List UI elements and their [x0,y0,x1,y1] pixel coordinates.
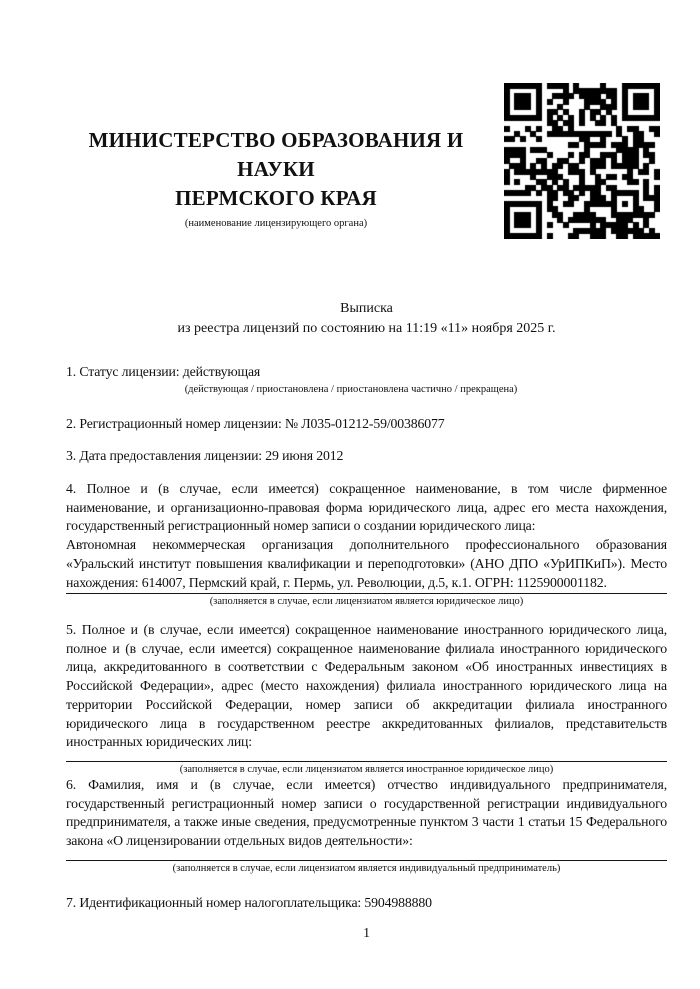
section-foreign-entity [66,621,667,776]
field-grant-date: 3. Дата предоставления лицензии: 29 июня 2012 [66,448,344,463]
blank-field-line [66,761,667,762]
foreign-entity-label: 5. Полное и (в случае, если имеется) сокращенное наименование иностранного юридического лица, полное и (в случае, если имеется) сокращенное наименование филиала иностранного юридического лица, аккредитованного в соответствии с Федеральным законом «Об иностранных инвестициях в Российской Федерации», адрес (место нахождения) филиала иностранного юридического лица на территории Российской Федерации, номер записи об аккредитации филиала иностранного юридического лица в государственном реестре аккредитованных филиалов, представительств иностранных юридических лиц: [66,622,667,750]
field-taxpayer-id: 7. Идентификационный номер налогоплательщика: 5904988880 [66,895,432,910]
section-entrepreneur [66,776,667,875]
blank-field-line [66,593,667,594]
legal-entity-caption: (заполняется в случае, если лицензиатом является юридическое лицо) [209,596,524,608]
blank-field-space [66,851,667,859]
qr-code [504,83,660,239]
ministry-caption: (наименование лицензирующего органа) [184,218,368,229]
page-number: 1 [363,925,370,940]
field-license-status: 1. Статус лицензии: действующая [66,364,261,379]
legal-entity-label: 4. Полное и (в случае, если имеется) сокращенное наименование, в том числе фирменное наименование, и организационно-правовая форма юридического лица, адрес его места нахождения, государственный регистрационный номер записи о создании юридического лица: [66,481,667,534]
entrepreneur-label: 6. Фамилия, имя и (в случае, если имеется) отчество индивидуального предпринимателя, государственный регистрационный номер записи о государственной регистрации индивидуального предпринимателя, а также иные сведения, предусмотренные пунктом 3 части 1 статьи 15 Федерального закона «О лицензировании отдельных видов деятельности»: [66,777,667,849]
section-legal-entity [66,480,667,608]
ministry-name-line1: МИНИСТЕРСТВО ОБРАЗОВАНИЯ И НАУКИ [88,128,464,181]
entrepreneur-caption: (заполняется в случае, если лицензиатом является индивидуальный предприниматель) [172,862,561,874]
blank-field-space [66,752,667,760]
licensing-authority-header [56,126,496,229]
ministry-name-line2: ПЕРМСКОГО КРАЯ [175,186,377,210]
title-line1: Выписка [340,301,393,316]
qr-code-image [504,83,660,239]
field-registration-number: 2. Регистрационный номер лицензии: № Л035-01212-59/00386077 [66,416,445,431]
foreign-entity-caption: (заполняется в случае, если лицензиатом является иностранное юридическое лицо) [179,763,554,775]
legal-entity-value: Автономная некоммерческая организация дополнительного профессионального образования «Уральский институт повышения квалификации и переподготовки» (АНО ДПО «УрИПКиП»). Место нахождения: 614007, Пермский край, г. Пермь, ул. Революции, д.5, к.1. ОГРН: 1125900001182. [66,537,667,590]
blank-field-line [66,860,667,861]
license-status-options-caption: (действующая / приостановлена / приостановлена частично / прекращена) [184,384,518,395]
document-title [66,299,667,338]
title-line2: из реестра лицензий по состоянию на 11:19 «11» ноября 2025 г. [177,320,556,336]
